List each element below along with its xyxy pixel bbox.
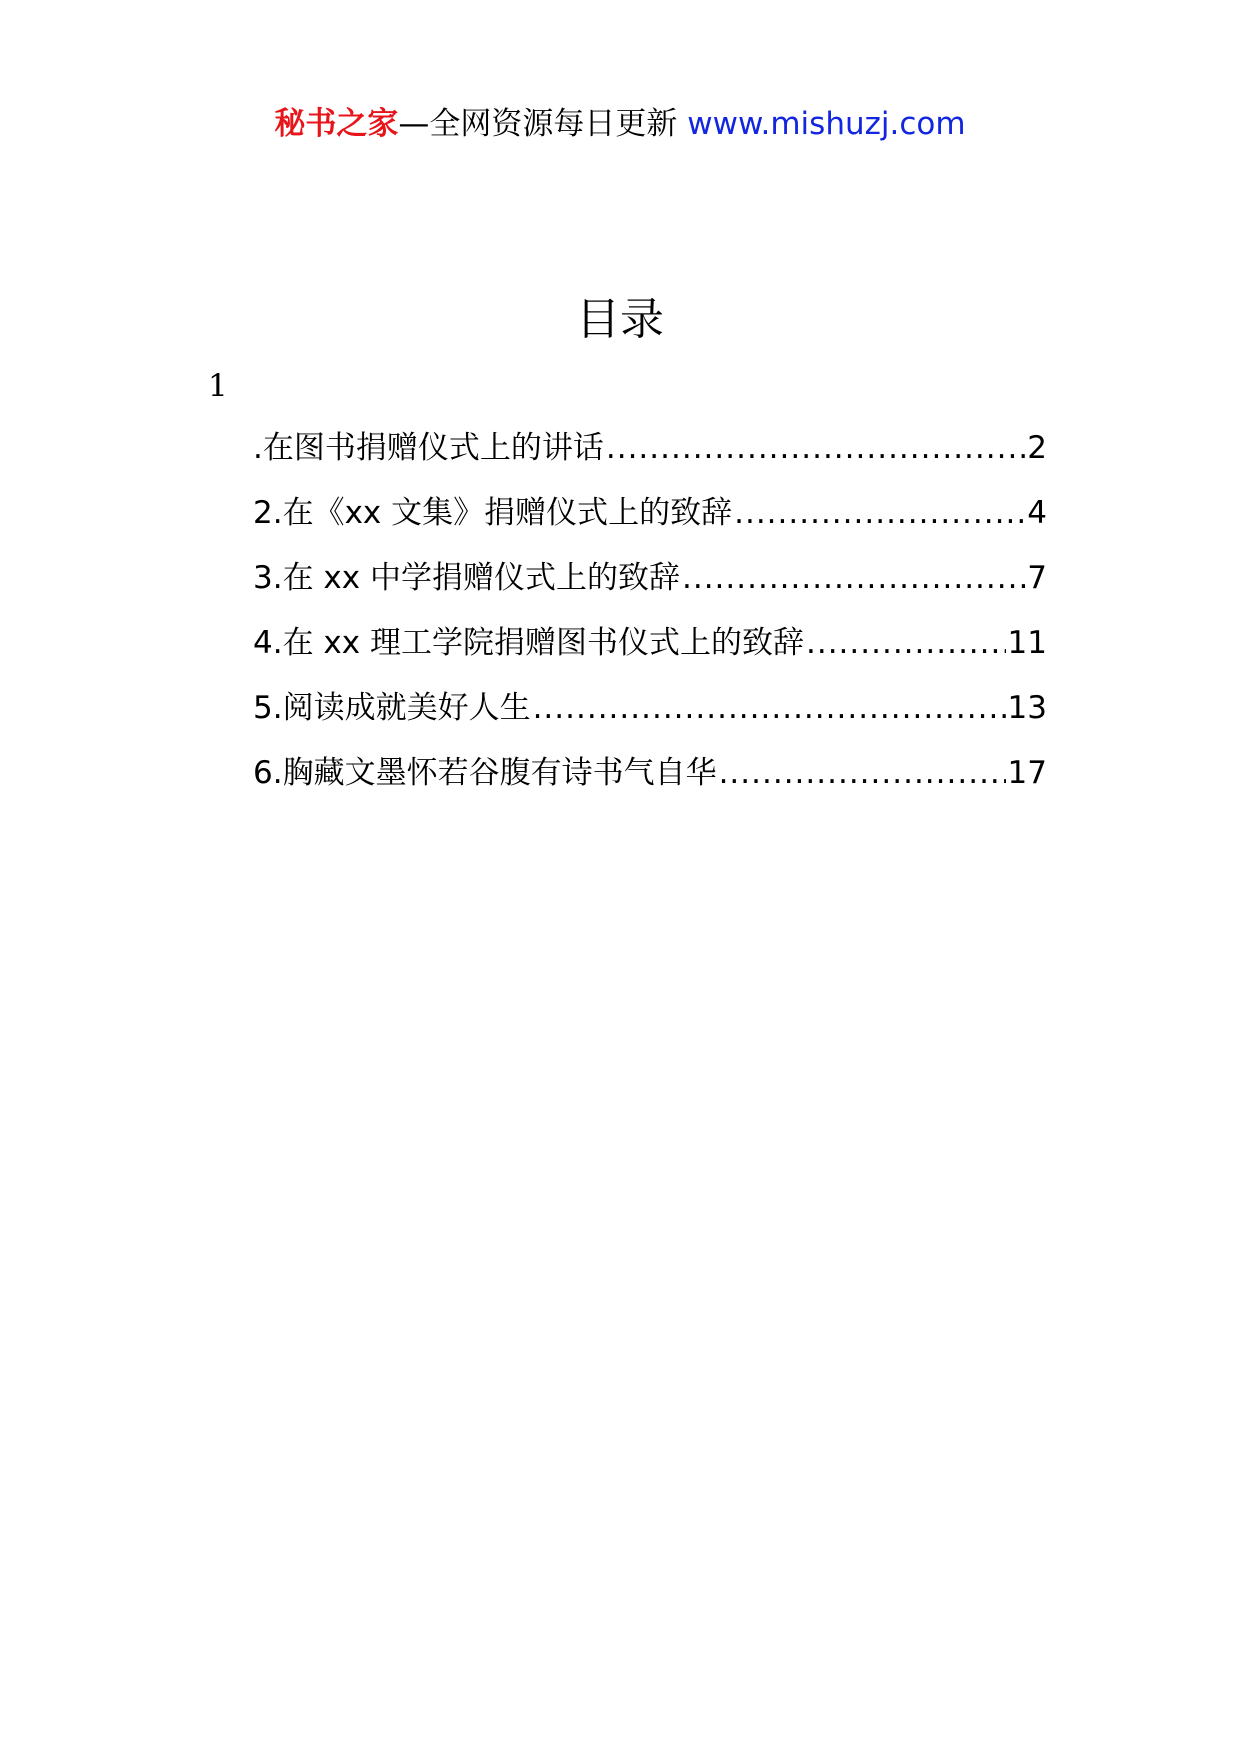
toc-leader-dots xyxy=(682,558,1025,598)
toc-entry-page: 2 xyxy=(1027,430,1047,466)
brand-name: 秘书之家 xyxy=(274,106,399,142)
toc-entry-page: 7 xyxy=(1027,560,1047,596)
toc-entry-title: .在图书捐赠仪式上的讲话 xyxy=(253,430,604,466)
header-banner xyxy=(0,104,1240,144)
toc-leader-dots xyxy=(806,623,1006,663)
toc-entry-title: 4.在 xx 理工学院捐赠图书仪式上的致辞 xyxy=(253,625,804,661)
toc-entry-page: 17 xyxy=(1007,755,1047,791)
site-link[interactable]: www.mishuzj.com xyxy=(687,106,966,142)
toc-leader-dots xyxy=(719,753,1006,793)
toc-entry-title: 2.在《xx 文集》捐赠仪式上的致辞 xyxy=(253,495,733,531)
toc-entry-title: 5.阅读成就美好人生 xyxy=(253,690,531,726)
toc-entry-page: 13 xyxy=(1007,690,1047,726)
page-title: 目录 xyxy=(576,294,664,345)
toc-entry[interactable] xyxy=(253,623,1047,688)
toc-entry[interactable] xyxy=(253,558,1047,623)
toc-leader-dots xyxy=(533,688,1006,728)
page-number: 1 xyxy=(208,368,228,404)
toc-leader-dots xyxy=(734,493,1025,533)
toc-entry-page: 4 xyxy=(1027,495,1047,531)
toc-leader-dots xyxy=(606,428,1025,468)
header-tagline: —全网资源每日更新 xyxy=(398,106,678,142)
toc-entry-title: 3.在 xx 中学捐赠仪式上的致辞 xyxy=(253,560,680,596)
toc-entry[interactable] xyxy=(253,753,1047,818)
toc-entry-page: 11 xyxy=(1007,625,1047,661)
table-of-contents xyxy=(253,428,1047,818)
toc-entry[interactable] xyxy=(253,688,1047,753)
toc-entry[interactable] xyxy=(253,428,1047,493)
toc-entry-title: 6.胸藏文墨怀若谷腹有诗书气自华 xyxy=(253,755,717,791)
toc-entry[interactable] xyxy=(253,493,1047,558)
